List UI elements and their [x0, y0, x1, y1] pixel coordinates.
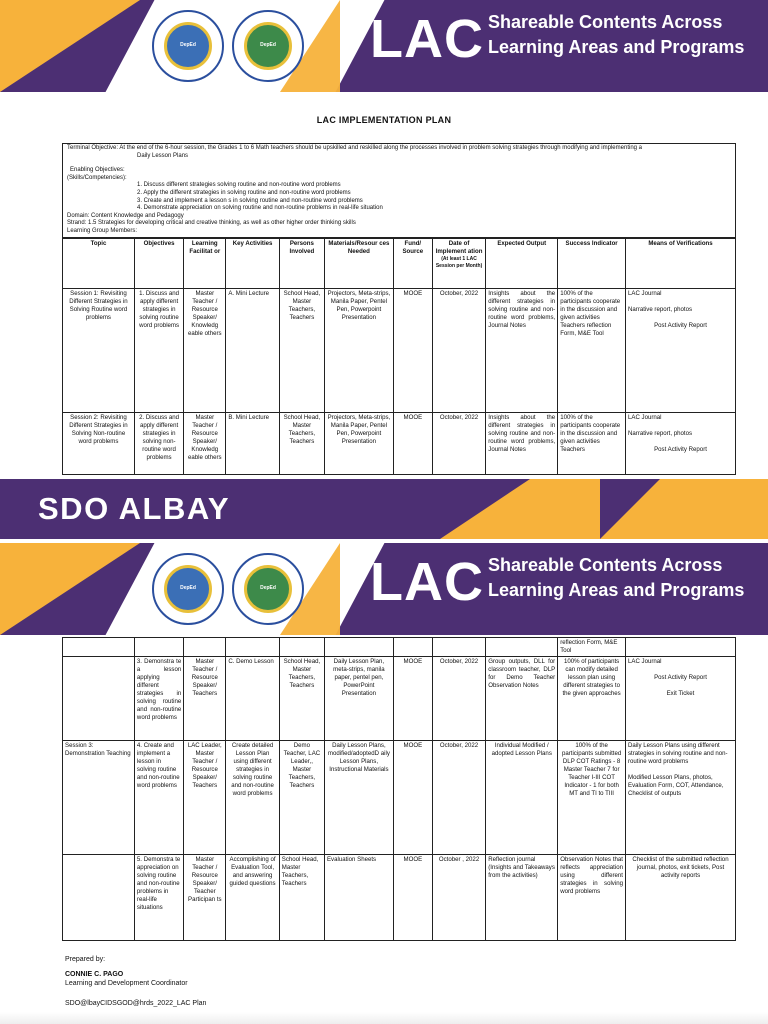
objective-item: 2. Apply the different strategies in solving routine and non-routine word problems [137, 189, 351, 196]
lac-logo: LAC [370, 9, 484, 69]
top-banner [0, 0, 768, 92]
domain-line: Domain: Content Knowledge and Pedagogy [67, 212, 184, 219]
header-facilitator: Learning Facilitat or [184, 239, 226, 289]
terminal-objective: Terminal Objective: At the end of the 6-hour session, the Grades 1 to 6 Math teachers should be upskilled and reskilled along the processes involved in problem solving strategies through modifying and implementing a [67, 145, 642, 151]
header-indicator: Success Indicator [558, 239, 626, 289]
header-objectives: Objectives [134, 239, 183, 289]
department-seal-icon: DepEd [232, 553, 304, 625]
header-persons: Persons Involved [279, 239, 324, 289]
second-banner [0, 543, 768, 635]
signature-footer [65, 955, 206, 1008]
enabling-objectives-label: Enabling Objectives: [70, 167, 125, 174]
header-fund: Fund/ Source [393, 239, 432, 289]
lac-tagline: Shareable Contents Across Learning Areas and Programs [488, 555, 745, 600]
sdo-albay-title: SDO ALBAY [38, 491, 231, 526]
header-topic: Topic [63, 239, 135, 289]
plan-table-page2 [62, 637, 736, 941]
page-title: LAC IMPLEMENTATION PLAN [316, 115, 452, 125]
deped-seal-icon: DepEd [152, 553, 224, 625]
table-row: Session 2: Revisiting Different Strategies in Solving Non-routine word problems 2. Discuss and apply different strategies in solving non-routine word problems Master Teacher / Resource Speaker/ Knowledg eable others B. Mini Lecture School Head, Master Teachers, Teachers Projectors, Meta-strips, Manila Paper, Pentel Pen, Powerpoint Presentation MOOE October, 2022 Insights about the different strategies in solving routine and non-routine word problems, Journal Notes 100% of the participants cooperate in the discussion and given activities Teachers LAC Journal Narrative report, photos Post Activity Report [63, 413, 736, 475]
file-name: SDO@lbayCIDSGOD@hrds_2022_LAC Plan [65, 1000, 207, 1007]
preparer-role: Learning and Development Coordinator [65, 980, 188, 987]
table-row: 3. Demonstra te a lesson applying different strategies in solving routine and non-routine word problems Master Teacher / Resource Speaker/ Teachers C. Demo Lesson School Head, Master Teachers, Teachers Daily Lesson Plan, meta-strips, manila paper, pentel pen, PowerPoint Presentation MOOE October, 2022 Group outputs, DLL for classroom teacher, DLP for Demo Teacher Observation Notes 100% of participants can modify detailed lesson plan using different strategies to the given approaches LAC Journal Post Activity Report Exit Ticket [63, 657, 736, 741]
strand-line: Strand: 1.5 Strategies for developing critical and creative thinking, as well as other higher order thinking skills [67, 220, 356, 227]
table-row: Session 1: Revisiting Different Strategies in Solving Routine word problems 1. Discuss and apply different strategies in solving routine word problems Master Teacher / Resource Speaker/ Knowledg eable others A. Mini Lecture School Head, Master Teachers, Teachers Projectors, Meta-strips, Manila Paper, Pentel Pen, Powerpoint Presentation MOOE October, 2022 Insights about the different strategies in solving routine and non-routine word problems, Journal Notes 100% of the participants cooperate in the discussion and given activities Teachers reflection Form, M&E Tool LAC Journal Narrative report, photos Post Activity Report [63, 289, 736, 413]
objective-item: 1. Discuss different strategies solving routine and non-routine word problems [137, 182, 341, 189]
table-header-row [63, 239, 736, 289]
plan-table-page1 [62, 238, 736, 475]
sdo-albay-band [0, 479, 768, 539]
group-members-label: Learning Group Members: [67, 227, 138, 234]
table-row: 5. Demonstra te appreciation on solving routine and non-routine problems in real-life situations Master Teacher / Resource Speaker/ Teacher Participan ts Accomplishing of Evaluation Tool, and answering guided questions School Head, Master Teachers, Teachers Evaluation Sheets MOOE October , 2022 Reflection journal (Insights and Takeaways from the activities) Observation Notes that reflects appreciation using different strategies in solving word problems Checklist of the submitted reflection journal, photos, exit tickets, Post activity reports [63, 855, 736, 941]
header-date: Date of Implement ation (At least 1 LAC Session per Month) [432, 239, 485, 289]
objective-item: 3. Create and implement a lesson s in solving routine and non-routine word problems [137, 197, 363, 204]
objectives-box: Terminal Objective: At the end of the 6-hour session, the Grades 1 to 6 Math teachers should be upskilled and reskilled along the processes involved in problem solving strategies through modifying and implementing a Daily Lesson Plans Enabling Objectives: (Skills/Competencies): 1. Discuss different strategies solving routine and non-routine word problems 2. Apply the different strategies in solving routine and non-routine word problems 3. Create and implement a lesson s in solving routine and non-routine word problems 4. Demonstrate appreciation on solving routine and non-routine problems in real-life situation Domain: Content Knowledge and Pedagogy Strand: 1.5 Strategies for developing critical and creative thinking, as well as other higher order thinking skills Learning Group Members: [62, 143, 736, 238]
header-materials: Materials/Resour ces Needed [324, 239, 393, 289]
table-row: Session 3: Demonstration Teaching 4. Create and implement a lesson in solving routine and non-routine word problems LAC Leader, Master Teacher / Resource Speaker/ Teachers Create detailed Lesson Plan using different strategies in solving routine and non-routine word problems Demo Teacher, LAC Leader,, Master Teachers, Teachers Daily Lesson Plans, modified/adoptedD aily Lesson Plans, Instructional Materials MOOE October, 2022 Individual Modified / adopted Lesson Plans 100% of the participants submitted DLP COT Ratings - 8 Master Teacher 7 for Teacher I-III COT Indicator - 1 for both MT and TI to TIII Daily Lesson Plans using different strategies in solving routine and non-routine word problems Modified Lesson Plans, photos, Evaluation Form, COT, Attendance, Checklist of outputs [63, 741, 736, 855]
lac-logo: LAC [370, 552, 484, 612]
prepared-by-label: Prepared by: [65, 956, 106, 963]
deped-seal-icon: DepEd [152, 10, 224, 82]
header-activities: Key Activities [226, 239, 279, 289]
preparer-name: CONNIE C. PAGO [65, 971, 124, 978]
table-row: reflection Form, M&E Tool [63, 638, 736, 657]
department-seal-icon: DepEd [232, 10, 304, 82]
header-output: Expected Output [486, 239, 558, 289]
lac-tagline: Shareable Contents Across Learning Areas and Programs [488, 12, 745, 57]
objective-item: 4. Demonstrate appreciation on solving routine and non-routine problems in real-life situation [137, 205, 383, 212]
header-means: Means of Verifications [626, 239, 736, 289]
